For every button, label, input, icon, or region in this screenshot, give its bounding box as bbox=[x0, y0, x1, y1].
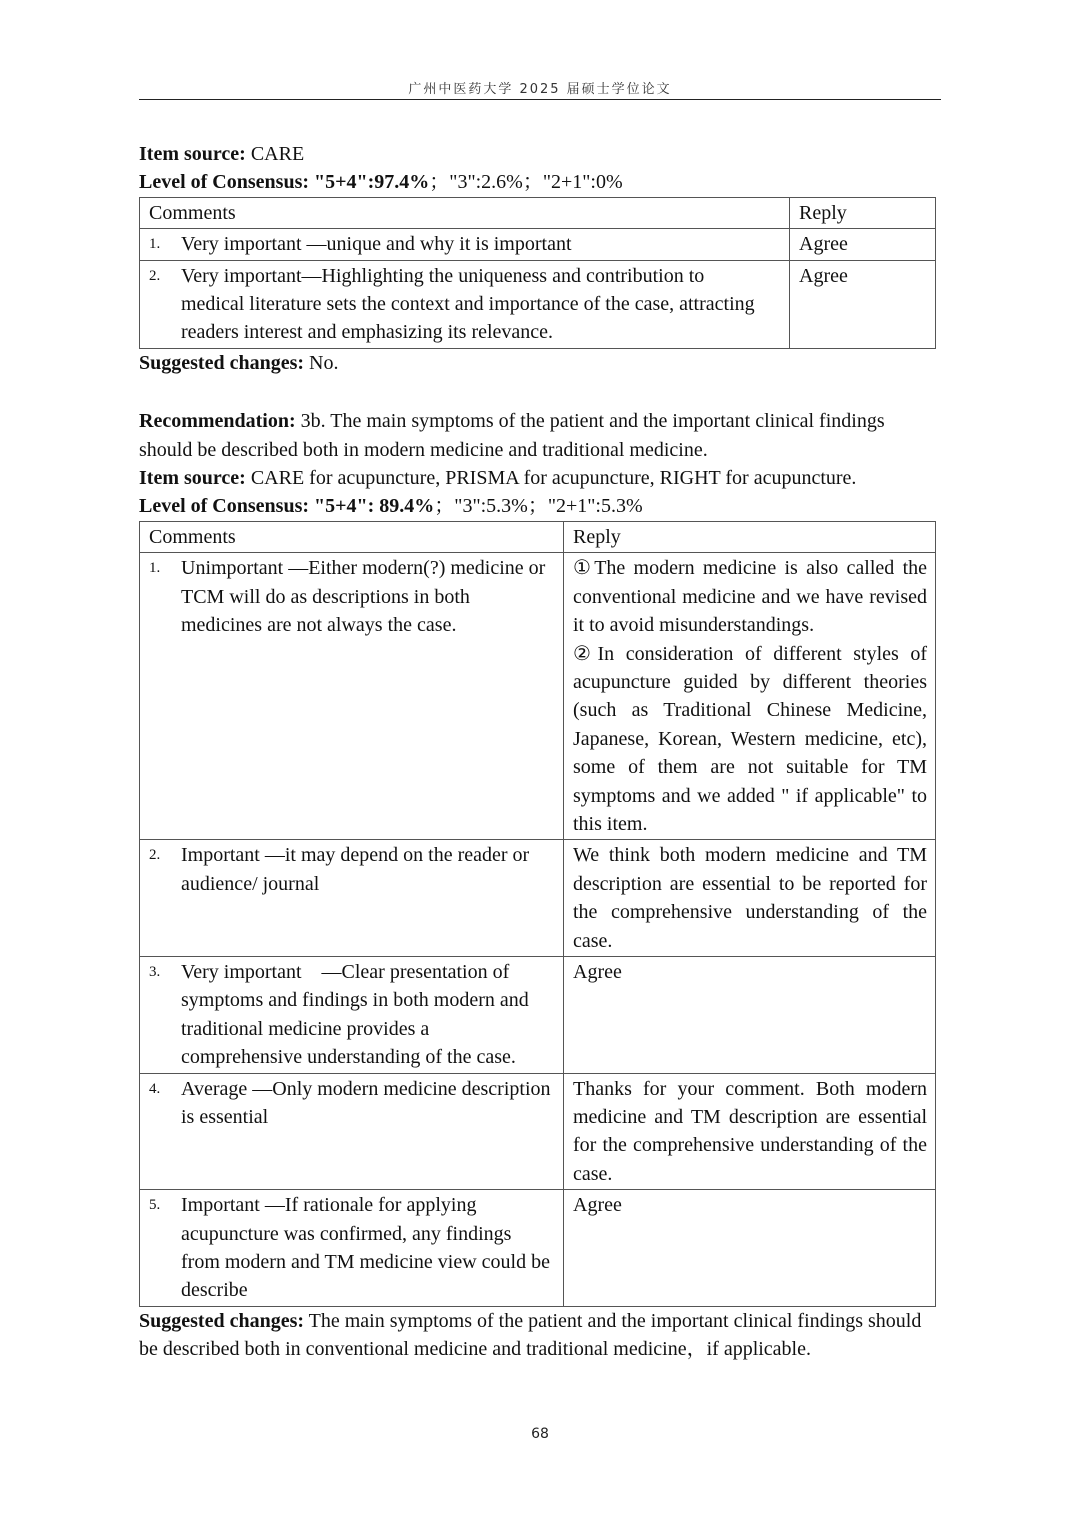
table-row bbox=[140, 956, 936, 1073]
consensus-label: Level of Consensus: "5+4": 89.4% bbox=[139, 495, 435, 518]
reply-cell bbox=[564, 553, 936, 840]
reply-text: Agree bbox=[790, 229, 936, 260]
table-row bbox=[140, 1190, 936, 1307]
header-reply: Reply bbox=[790, 197, 936, 228]
page-number: 68 bbox=[531, 1426, 549, 1442]
recommendation-value: 3b. The main symptoms of the patient and the important clinical findings should be described both in modern medicine and traditional medicine. bbox=[139, 410, 885, 461]
comment-text: Unimportant —Either modern(?) medicine or TCM will do as descriptions in both medicines are not always the case. bbox=[181, 557, 546, 637]
reply-part: ①The modern medicine is also called the conventional medicine and we have revised it to avoid misunderstandings. bbox=[573, 557, 927, 637]
consensus-rest: ；"3":2.6%；"2+1":0% bbox=[429, 171, 623, 194]
comment-text: Very important—Highlighting the uniqueness and contribution to medical literature sets the context and importance of the case, attracting readers interest and emphasizing its relevance. bbox=[181, 264, 755, 344]
reply-part: ②In consideration of different styles of acupuncture guided by different theories (such as Traditional Chinese Medicine, Japanese, Korean, Western medicine, etc), some of them are not suitable for TM symptoms and we added " if applicable" to this item. bbox=[573, 642, 927, 835]
header-rule bbox=[139, 99, 941, 100]
header-comments: Comments bbox=[140, 521, 564, 552]
table-row bbox=[140, 260, 936, 348]
consensus-label: Level of Consensus: "5+4":97.4% bbox=[139, 171, 430, 194]
comments-table-2 bbox=[139, 521, 936, 1307]
table-header-row bbox=[140, 197, 936, 228]
item-number: 1. bbox=[149, 560, 161, 577]
header-comments: Comments bbox=[140, 197, 790, 228]
item-source-label: Item source: bbox=[139, 467, 246, 490]
comment-text: Very important —Clear presentation of symptoms and findings in both modern and traditional medicine provides a comprehensive understanding of the case. bbox=[181, 960, 534, 1069]
recommendation bbox=[139, 407, 939, 464]
item-source-2 bbox=[139, 464, 939, 492]
item-number: 2. bbox=[149, 267, 161, 284]
recommendation-label: Recommendation: bbox=[139, 410, 296, 433]
suggested-changes-1 bbox=[139, 349, 939, 377]
table-row bbox=[140, 553, 936, 840]
table-row bbox=[140, 840, 936, 957]
comment-text: Important —it may depend on the reader or audience/ journal bbox=[181, 844, 530, 895]
table-row bbox=[140, 229, 936, 260]
suggested-label: Suggested changes: bbox=[139, 1309, 305, 1332]
table-header-row bbox=[140, 521, 936, 552]
running-header: 广州中医药大学 2025 届硕士学位论文 bbox=[408, 82, 672, 97]
header-reply: Reply bbox=[564, 521, 936, 552]
reply-text: Agree bbox=[790, 260, 936, 348]
reply-text: Agree bbox=[564, 956, 936, 1073]
suggested-label: Suggested changes: bbox=[139, 351, 305, 374]
comments-table-1 bbox=[139, 197, 936, 349]
suggested-value: The main symptoms of the patient and the important clinical findings should be described both in conventional medicine and traditional medicine，if applicable. bbox=[139, 1309, 922, 1361]
item-source-value: CARE for acupuncture, PRISMA for acupuncture, RIGHT for acupuncture. bbox=[245, 467, 857, 490]
comment-text: Important —If rationale for applying acupuncture was confirmed, any findings from modern and TM medicine view could be describe bbox=[181, 1194, 550, 1302]
item-number: 3. bbox=[149, 963, 161, 980]
comment-text: Average —Only modern medicine description is essential bbox=[181, 1077, 551, 1128]
spacer bbox=[139, 377, 939, 407]
reply-text: Agree bbox=[564, 1190, 936, 1307]
item-source-value: CARE bbox=[245, 143, 305, 165]
reply-text: We think both modern medicine and TM description are essential to be reported for the comprehensive understanding of the case. bbox=[564, 840, 936, 957]
suggested-value: No. bbox=[304, 351, 339, 374]
item-number: 1. bbox=[149, 236, 161, 253]
table-row bbox=[140, 1073, 936, 1190]
page-content bbox=[139, 140, 939, 1364]
consensus-2 bbox=[139, 492, 939, 520]
item-number: 2. bbox=[149, 847, 161, 864]
item-number: 5. bbox=[149, 1197, 161, 1214]
reply-text: Thanks for your comment. Both modern medicine and TM description are essential for the comprehensive understanding of the case. bbox=[564, 1073, 936, 1190]
suggested-changes-2 bbox=[139, 1307, 939, 1364]
consensus-rest: ；"3":5.3%；"2+1":5.3% bbox=[434, 495, 643, 518]
consensus-1 bbox=[139, 168, 939, 196]
item-source-label: Item source: bbox=[139, 143, 246, 165]
item-number: 4. bbox=[149, 1080, 161, 1097]
comment-text: Very important —unique and why it is important bbox=[181, 233, 572, 256]
item-source-1 bbox=[139, 140, 939, 168]
